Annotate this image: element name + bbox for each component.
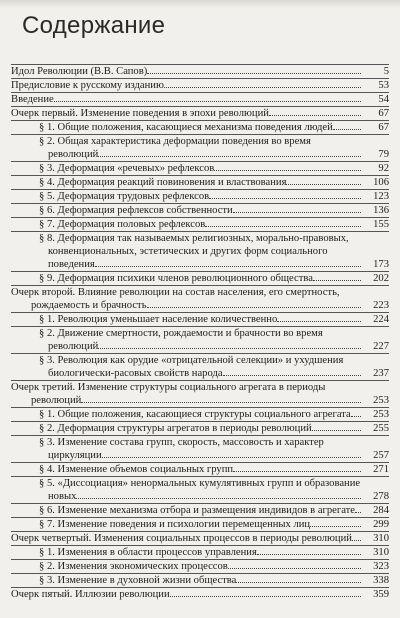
toc-entry-title: § 3. Изменение в духовной жизни общества <box>24 574 389 587</box>
toc-entry-title: § 3. Деформация «речевых» рефлексов <box>24 162 389 175</box>
toc-entry-title: § 4. Изменение объемов социальных групп <box>24 463 389 476</box>
toc-entry-page-number: 223 <box>373 300 389 311</box>
toc-entry[interactable] <box>11 78 389 92</box>
dot-leader <box>170 595 361 597</box>
dot-leader <box>351 415 361 417</box>
toc-entry-page-number: 271 <box>373 464 389 475</box>
toc-entry-page-number: 67 <box>378 108 389 119</box>
dot-leader <box>223 374 361 376</box>
toc-entry[interactable] <box>11 587 389 601</box>
dot-leader <box>233 211 361 213</box>
dot-leader <box>102 456 361 458</box>
dot-leader <box>81 401 361 403</box>
toc-entry-title: Введение <box>11 93 389 106</box>
toc-entry-title: § 5. «Диссоциация» ненормальных кумулятивных групп и образование новых <box>39 478 361 502</box>
dot-leader <box>95 265 361 267</box>
toc-entry-page-number: 255 <box>373 423 389 434</box>
toc-entry-page-number: 92 <box>378 163 389 174</box>
dot-leader <box>147 306 361 308</box>
dot-leader <box>98 155 361 157</box>
page-title: Содержание <box>22 12 166 39</box>
dot-leader <box>54 100 361 102</box>
toc-entry-title: Очерк четвертый. Изменения социальных процессов в периоды революций <box>11 532 389 545</box>
dot-leader <box>310 525 361 527</box>
toc-entry-page-number: 323 <box>373 561 389 572</box>
toc-entry-title: Очерк пятый. Иллюзии революции <box>11 588 389 601</box>
toc-entry-title: § 1. Общие положения, касающиеся структуры социального агрегата <box>24 408 389 421</box>
toc-entry[interactable] <box>11 326 389 353</box>
toc-entry[interactable] <box>11 175 389 189</box>
toc-entry[interactable] <box>11 312 389 326</box>
toc-entry-page-number: 310 <box>373 547 389 558</box>
toc-entry[interactable] <box>11 517 389 531</box>
toc-entry-page-number: 253 <box>373 395 389 406</box>
toc-entry-title: § 3. Революция как орудие «отрицательной селекции» и ухудшения биологически-расовых свойств народа <box>24 354 389 380</box>
toc-entry[interactable] <box>11 545 389 559</box>
toc-entry-page-number: 67 <box>378 122 389 133</box>
toc-entry-title: § 2. Деформация структуры агрегатов в периоды революций <box>24 422 389 435</box>
toc-entry-page-number: 257 <box>373 450 389 461</box>
toc-entry-page-number: 310 <box>373 533 389 544</box>
toc-entry-page-number: 253 <box>373 409 389 420</box>
toc-entry[interactable] <box>11 189 389 203</box>
toc-entry-title: § 7. Деформация половых рефлексов <box>24 218 389 231</box>
toc-entry-page-number: 202 <box>373 273 389 284</box>
toc-entry-title: § 6. Изменение механизма отбора и размещения индивидов в агрегате <box>24 504 389 517</box>
dot-leader <box>313 279 361 281</box>
dot-leader <box>277 320 361 322</box>
toc-entry[interactable] <box>11 573 389 587</box>
toc-entry[interactable] <box>11 476 389 503</box>
dot-leader <box>209 197 361 199</box>
toc-entry[interactable] <box>11 421 389 435</box>
toc-entry-title: Очерк третий. Изменение структуры социального агрегата в периоды революций <box>11 381 389 407</box>
toc-entry[interactable] <box>11 559 389 573</box>
toc-entry[interactable] <box>11 380 389 407</box>
toc-entry[interactable] <box>11 462 389 476</box>
top-page-bleed <box>0 0 400 8</box>
toc-entry-title: Идол Революции (В.В. Сапов) <box>11 65 389 78</box>
toc-entry[interactable] <box>11 503 389 517</box>
toc-entry-page-number: 237 <box>373 368 389 379</box>
toc-entry[interactable] <box>11 161 389 175</box>
dot-leader <box>233 470 361 472</box>
toc-entry-page-number: 123 <box>373 191 389 202</box>
toc-entry-page-number: 79 <box>378 149 389 160</box>
dot-leader <box>269 114 361 116</box>
toc-entry[interactable] <box>11 106 389 120</box>
dot-leader <box>355 511 361 513</box>
toc-entry-title: § 5. Деформация трудовых рефлексов <box>24 190 389 203</box>
toc-entry[interactable] <box>11 64 389 78</box>
toc-entry-title: § 1. Изменения в области процессов управления <box>24 546 389 559</box>
toc-entry[interactable] <box>11 435 389 462</box>
toc-entry[interactable] <box>11 217 389 231</box>
toc-entry-page-number: 155 <box>373 219 389 230</box>
dot-leader <box>286 183 361 185</box>
dot-leader <box>352 539 361 541</box>
toc-entry-title: § 1. Общие положения, касающиеся механизма поведения людей <box>24 121 389 134</box>
toc-entry-page-number: 136 <box>373 205 389 216</box>
toc-entry-title: § 2. Общая характеристика деформации поведения во время революций <box>24 135 389 161</box>
toc-entry-title: Очерк первый. Изменение поведения в эпохи революций <box>11 107 389 120</box>
toc-entry-title: § 2. Движение смертности, рождаемости и брачности во время революций <box>24 327 389 353</box>
toc-entry-title: § 9. Деформация психики членов революционного общества <box>24 272 389 285</box>
toc-entry[interactable] <box>11 120 389 134</box>
toc-entry[interactable] <box>11 203 389 217</box>
dot-leader <box>164 86 361 88</box>
toc-entry-page-number: 359 <box>373 589 389 600</box>
dot-leader <box>214 169 361 171</box>
table-of-contents <box>11 64 389 601</box>
toc-entry-title: § 6. Деформация рефлексов собственности <box>24 204 389 217</box>
toc-entry-page-number: 106 <box>373 177 389 188</box>
toc-entry-title: § 7. Изменение поведения и психологии перемещенных лиц <box>24 518 389 531</box>
dot-leader <box>236 581 361 583</box>
dot-leader <box>205 225 361 227</box>
dot-leader <box>257 553 361 555</box>
toc-entry-title: § 2. Изменения экономических процессов <box>24 560 389 573</box>
toc-entry-title: § 8. Деформация так называемых религиозных, морально-правовых, конвенциональных, эстетических и других форм социального поведения <box>24 232 389 271</box>
toc-entry-page-number: 278 <box>373 491 389 502</box>
toc-entry[interactable] <box>11 134 389 161</box>
toc-entry-page-number: 54 <box>378 94 389 105</box>
toc-entry[interactable] <box>11 271 389 285</box>
toc-entry-title: Предисловие к русскому изданию <box>11 79 389 92</box>
toc-entry-page-number: 227 <box>373 341 389 352</box>
toc-entry-title: § 3. Изменение состава групп, скорость, массовость и характер циркуляции <box>24 436 389 462</box>
dot-leader <box>76 497 361 499</box>
toc-entry-page-number: 284 <box>373 505 389 516</box>
dot-leader <box>147 72 361 74</box>
toc-entry[interactable] <box>11 531 389 545</box>
toc-entry-page-number: 224 <box>373 314 389 325</box>
toc-entry[interactable] <box>11 407 389 421</box>
toc-entry[interactable] <box>11 92 389 106</box>
toc-entry-page-number: 338 <box>373 575 389 586</box>
toc-entry-page-number: 299 <box>373 519 389 530</box>
toc-entry-page-number: 5 <box>383 66 389 77</box>
toc-entry-title: § 4. Деформация реакций повиновения и властвования <box>24 176 389 189</box>
toc-entry-title: Очерк второй. Влияние революции на состав населения, его смертность, рождаемость и брачность <box>11 286 389 312</box>
dot-leader <box>333 128 361 130</box>
dot-leader <box>98 347 361 349</box>
toc-entry[interactable] <box>11 231 389 271</box>
dot-leader <box>312 429 361 431</box>
toc-entry-page-number: 173 <box>373 259 389 270</box>
toc-entry-title: § 1. Революция уменьшает население количественно <box>24 313 389 326</box>
toc-entry-page-number: 53 <box>378 80 389 91</box>
dot-leader <box>228 567 361 569</box>
toc-entry[interactable] <box>11 353 389 380</box>
toc-entry[interactable] <box>11 285 389 312</box>
